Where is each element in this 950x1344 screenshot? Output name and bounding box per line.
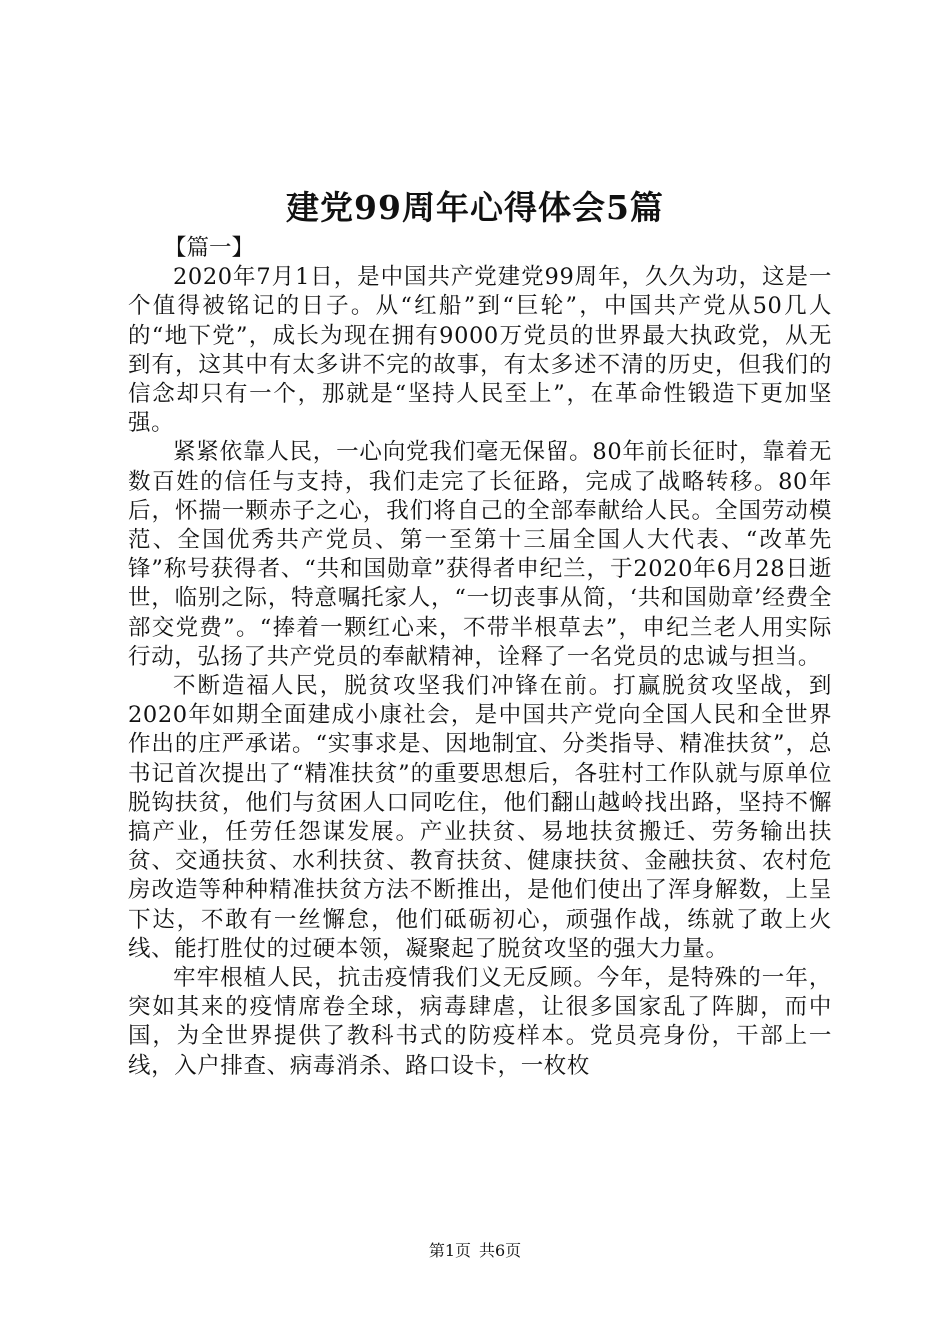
document-title: 建党99周年心得体会5篇 <box>286 188 664 227</box>
page-number: 第1页 <box>428 1241 471 1260</box>
paragraph: 紧紧依靠人民，一心向党我们毫无保留。80年前长征时，靠着无数百姓的信任与支持，我们走完了长征路，完成了战略转移。80年后，怀揣一颗赤子之心，我们将自己的全部奉献给人民。全国劳动模范、全国优秀共产党员、第一至第十三届全国人大代表、“改革先锋”称号获得者、“共和国勋章”获得者申纪兰，于2020年6月28日逝世，临别之际，特意嘱托家人，“一切丧事从简，‘共和国勋章’经费全部交党费”。“捧着一颗红心来，不带半根草去”，申纪兰老人用实际行动，弘扬了共产党员的奉献精神，诠释了一名党员的忠诚与担当。 <box>128 439 832 670</box>
paragraph: 2020年7月1日，是中国共产党建党99周年，久久为功，这是一个值得被铭记的日子。从“红船”到“巨轮”，中国共产党从50几人的“地下党”，成长为现在拥有9000万党员的世界最大执政党，从无到有，这其中有太多讲不完的故事，有太多述不清的历史，但我们的信念却只有一个，那就是“坚持人民至上”，在革命性锻造下更加坚强。 <box>128 264 832 437</box>
page-footer <box>0 1240 950 1262</box>
page-total: 共6页 <box>479 1241 522 1260</box>
paragraph: 不断造福人民，脱贫攻坚我们冲锋在前。打赢脱贫攻坚战，到2020年如期全面建成小康社会，是中国共产党向全国人民和全世界作出的庄严承诺。“实事求是、因地制宜、分类指导、精准扶贫”，总书记首次提出了“精准扶贫”的重要思想后，各驻村工作队就与原单位脱钩扶贫，他们与贫困人口同吃住，他们翻山越岭找出路，坚持不懈搞产业，任劳任怨谋发展。产业扶贫、易地扶贫搬迁、劳务输出扶贫、交通扶贫、水利扶贫、教育扶贫、健康扶贫、金融扶贫、农村危房改造等种种精准扶贫方法不断推出，是他们使出了浑身解数，上呈下达，不敢有一丝懈怠，他们砥砺初心，顽强作战，练就了敢上火线、能打胜仗的过硬本领，凝聚起了脱贫攻坚的强大力量。 <box>128 673 832 962</box>
document-body <box>128 234 832 1081</box>
paragraph: 牢牢根植人民，抗击疫情我们义无反顾。今年，是特殊的一年，突如其来的疫情席卷全球，病毒肆虐，让很多国家乱了阵脚，而中国，为全世界提供了教科书式的防疫样本。党员亮身份，干部上一线，入户排查、病毒消杀、路口设卡，一枚枚 <box>128 965 832 1079</box>
section-label: 【篇一】 <box>164 235 255 261</box>
